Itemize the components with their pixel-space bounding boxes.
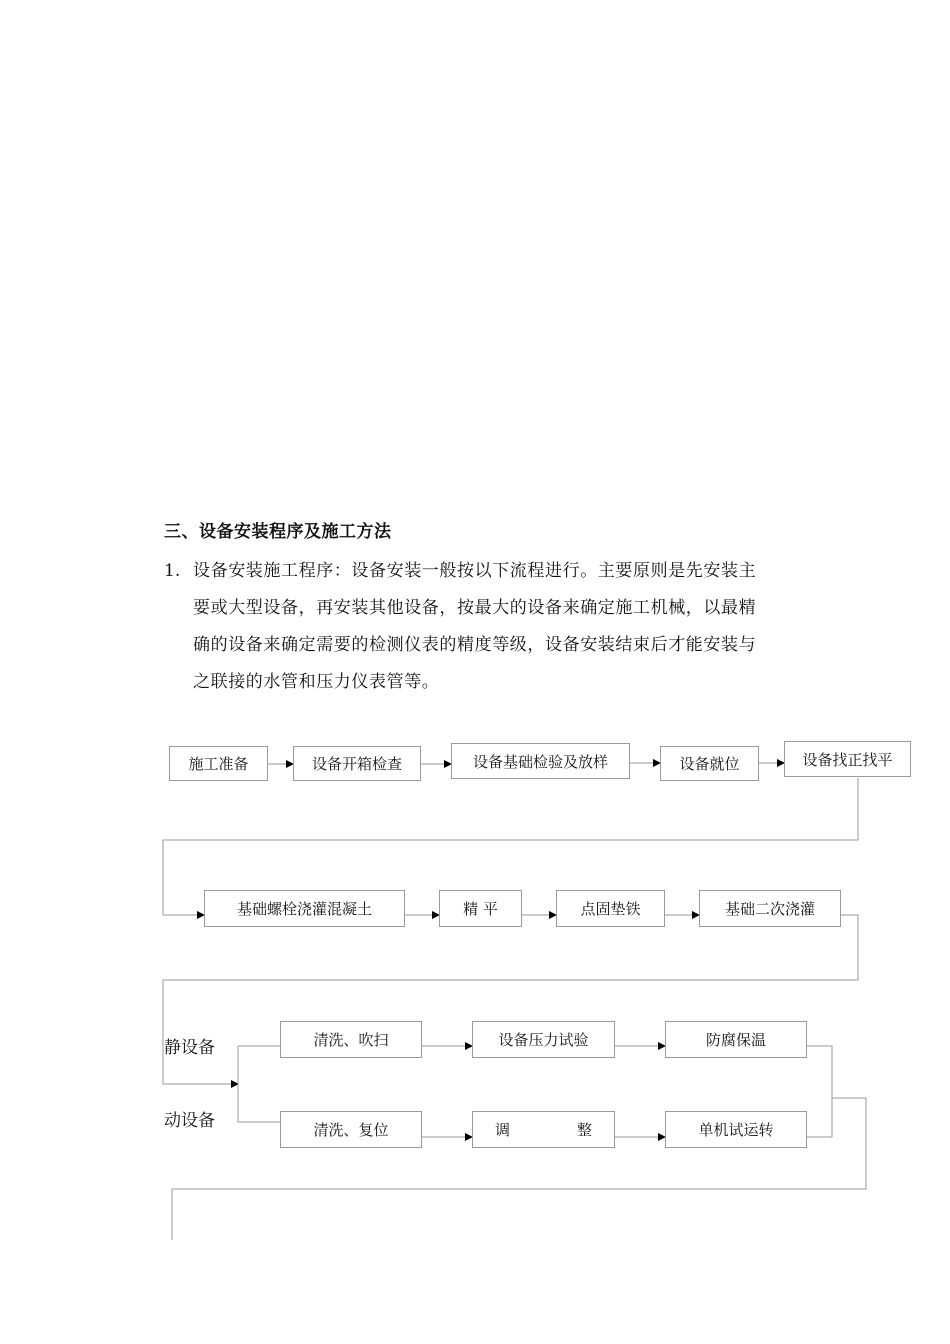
step-dynamic-clean-reset: 清洗、复位 (280, 1111, 422, 1148)
static-equipment-label: 静设备 (164, 1038, 215, 1058)
step-pressure-test: 设备压力试验 (472, 1021, 615, 1058)
step-foundation-inspect-layout: 设备基础检验及放样 (451, 743, 630, 779)
paragraph-number: 1. (164, 561, 181, 581)
paragraph-line-1: 设备安装施工程序：设备安装一般按以下流程进行。主要原则是先安装主 (193, 561, 757, 581)
step-adjust-char-1: 调 (495, 1121, 511, 1139)
step-tack-shims: 点固垫铁 (556, 890, 665, 927)
step-fine-leveling: 精 平 (439, 890, 522, 927)
step-equipment-placement: 设备就位 (660, 746, 759, 781)
step-anticorrosion-insulation: 防腐保温 (665, 1021, 807, 1058)
merge-bracket (807, 1046, 832, 1137)
step-alignment-leveling: 设备找正找平 (784, 741, 911, 777)
step-adjust (472, 1111, 615, 1148)
step-construction-prep: 施工准备 (169, 746, 268, 781)
step-static-clean-purge: 清洗、吹扫 (280, 1021, 422, 1058)
paragraph-line-4: 之联接的水管和压力仪表管等。 (193, 672, 440, 692)
step-anchor-bolt-grouting: 基础螺栓浇灌混凝土 (204, 890, 405, 927)
paragraph-line-2: 要或大型设备，再安装其他设备，按最大的设备来确定施工机械，以最精 (193, 598, 757, 618)
section-title: 三、设备安装程序及施工方法 (164, 522, 392, 542)
step-secondary-grouting: 基础二次浇灌 (699, 890, 841, 927)
connector-r2-split (163, 915, 858, 1084)
step-single-machine-test-run: 单机试运转 (665, 1111, 807, 1148)
branch-bracket (238, 1046, 280, 1122)
step-unpack-inspect: 设备开箱检查 (293, 746, 421, 781)
paragraph-line-3: 确的设备来确定需要的检测仪表的精度等级，设备安装结束后才能安装与 (193, 635, 757, 655)
step-adjust-char-2: 整 (576, 1121, 592, 1139)
dynamic-equipment-label: 动设备 (164, 1111, 215, 1131)
